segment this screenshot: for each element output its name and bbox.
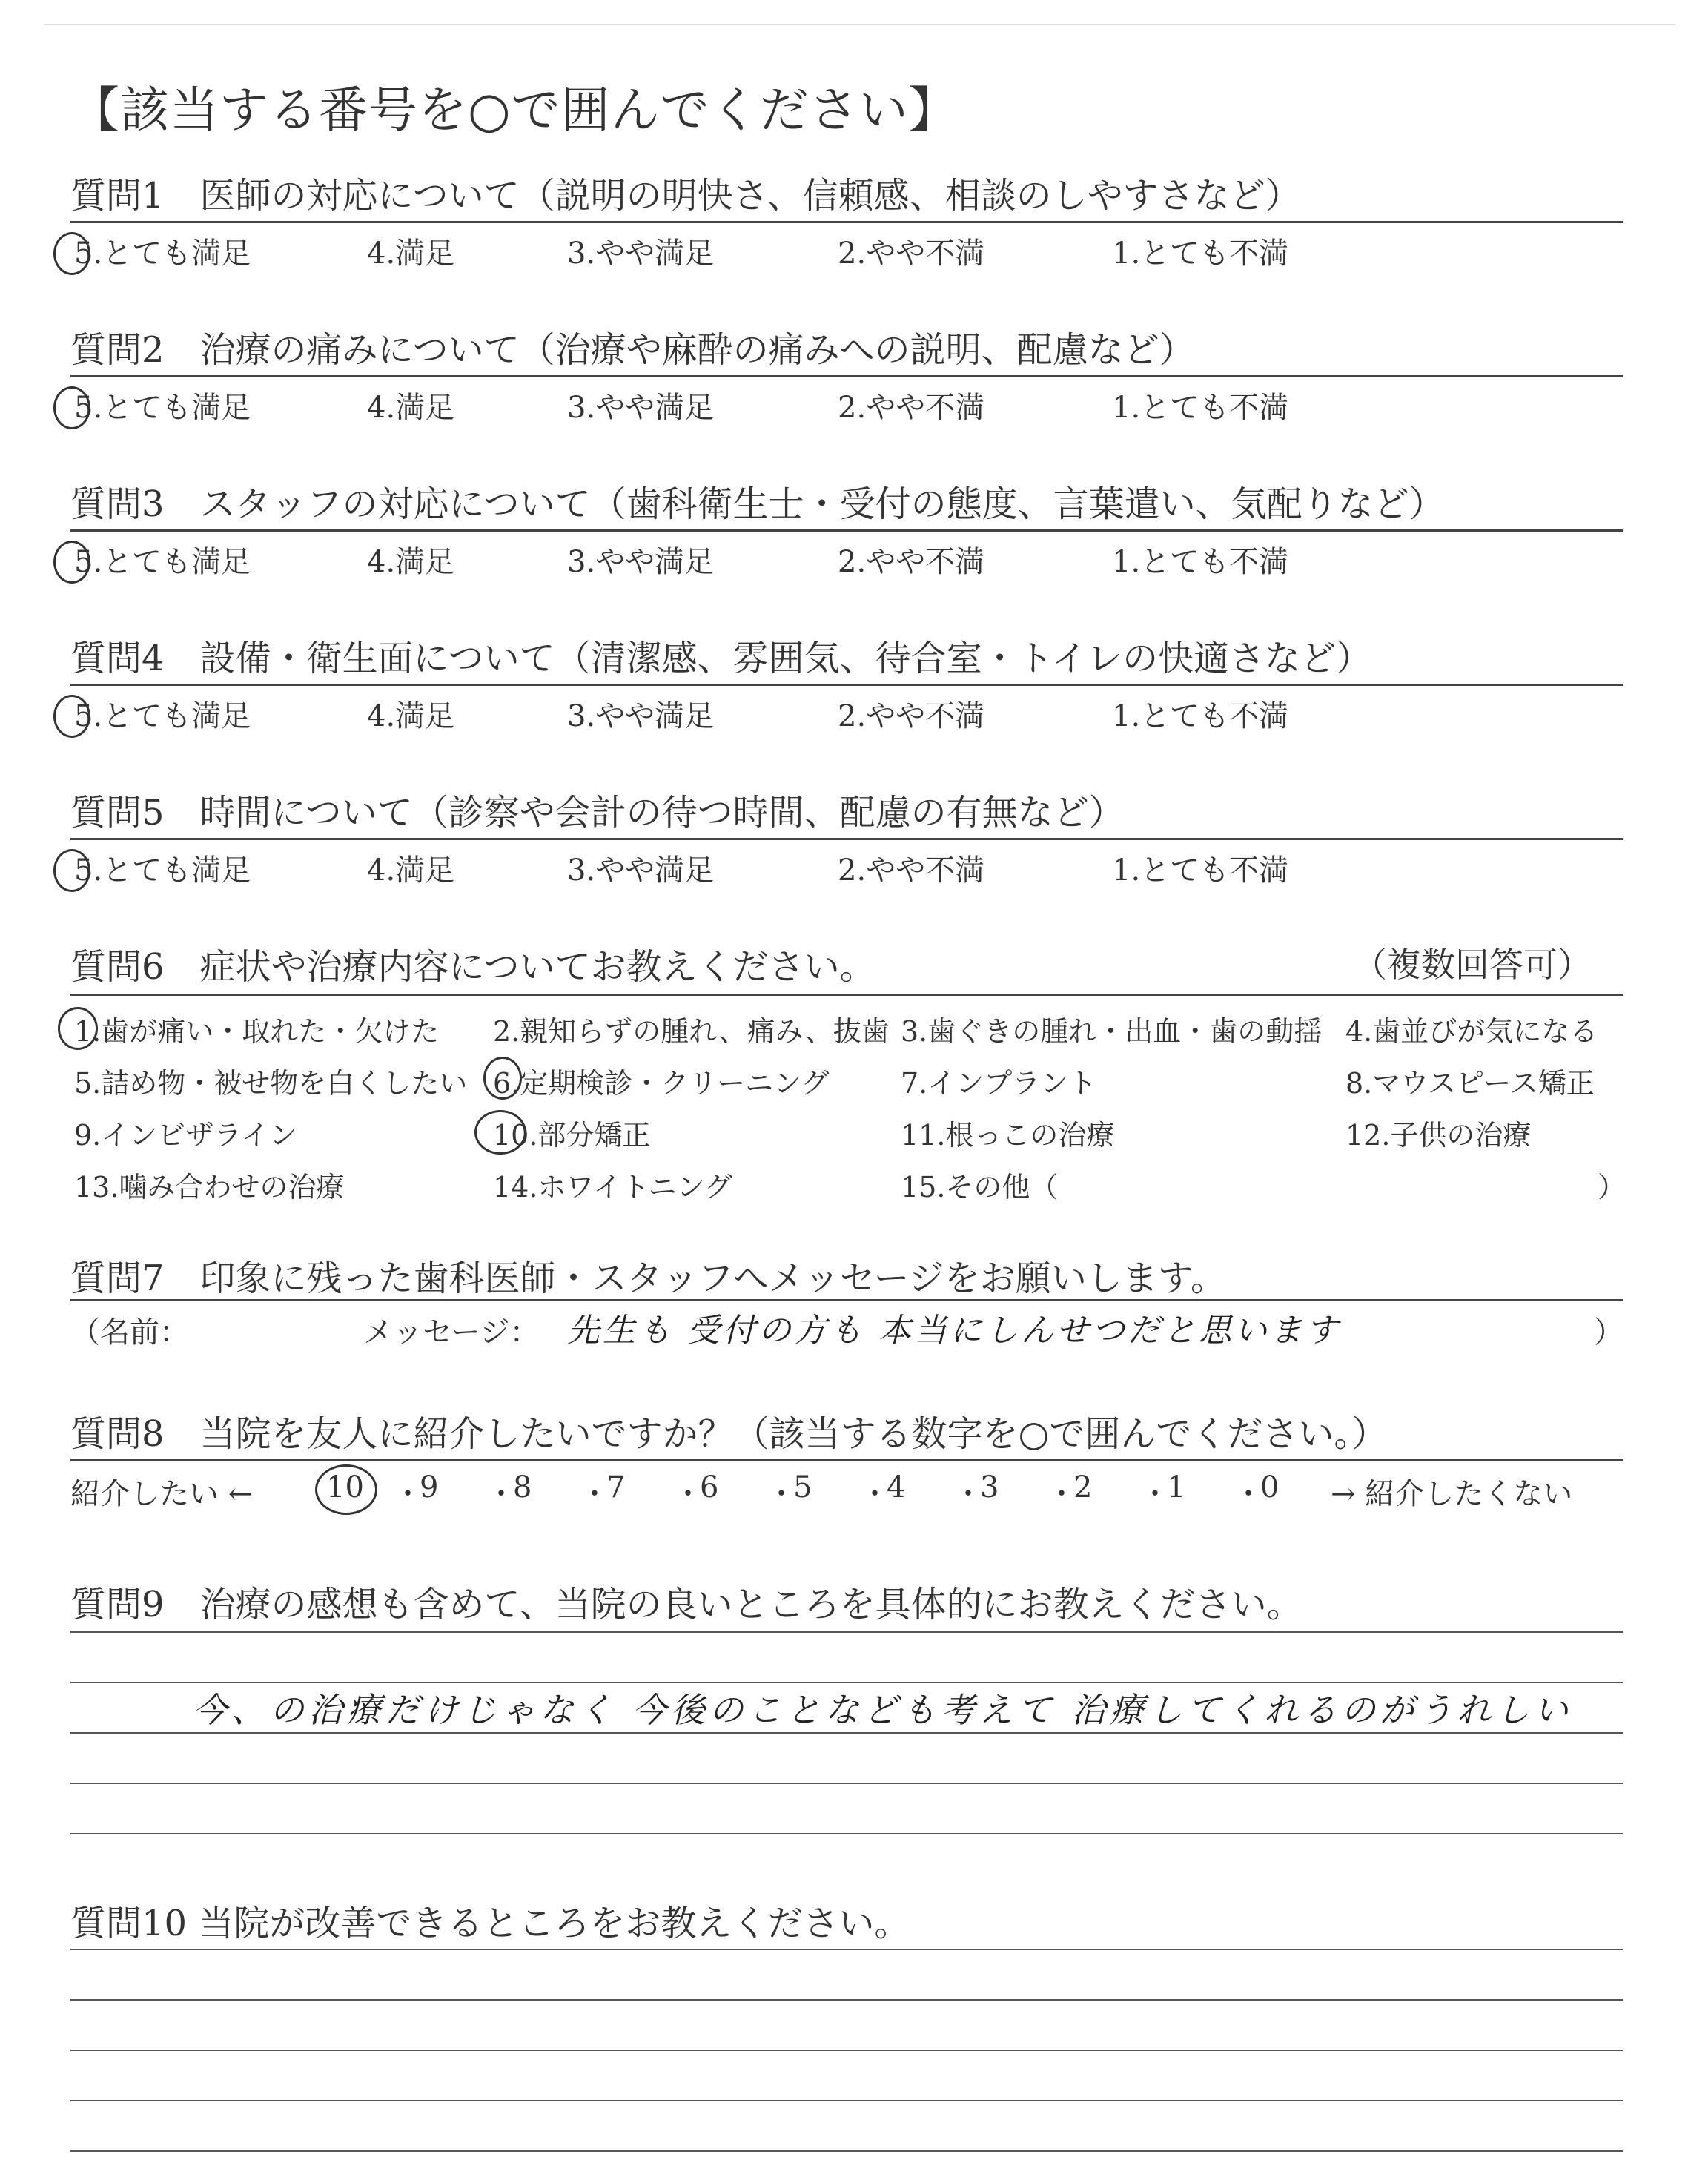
q8-rule <box>70 1459 1623 1461</box>
q6-item-1[interactable]: 1.歯が痛い・取れた・欠けた <box>74 1015 440 1048</box>
q5-option-4[interactable]: 4.満足 <box>367 853 455 888</box>
q8-scale-6[interactable]: 6 <box>700 1470 719 1505</box>
q2-selection-circle <box>53 386 90 429</box>
q1-title: 質問1 医師の対応について（説明の明快さ、信頼感、相談のしやすさなど） <box>70 175 1301 217</box>
q8-scale-8[interactable]: 8 <box>513 1470 532 1505</box>
q8-scale-0[interactable]: 0 <box>1260 1470 1280 1505</box>
q10-line-4 <box>70 2100 1623 2101</box>
q5-option-1[interactable]: 1.とても不満 <box>1112 853 1289 888</box>
q8-selection-circle <box>315 1464 377 1515</box>
q9-title: 質問9 治療の感想も含めて、当院の良いところを具体的にお教えください。 <box>70 1584 1302 1625</box>
q1-option-1[interactable]: 1.とても不満 <box>1112 237 1289 271</box>
q3-selection-circle <box>53 541 90 584</box>
q6-note: （複数回答可） <box>1353 945 1592 985</box>
q6-selection-circle <box>58 1007 98 1050</box>
form-heading: 【該当する番号を○で囲んでください】 <box>70 82 959 139</box>
q6-selection-circle <box>474 1110 526 1155</box>
q8-scale-separator: ・ <box>580 1477 609 1511</box>
q4-rule <box>70 684 1623 686</box>
q4-option-2[interactable]: 2.やや不満 <box>838 699 985 733</box>
q6-title: 質問6 症状や治療内容についてお教えください。 <box>70 946 875 988</box>
q8-scale-separator: ・ <box>1140 1477 1170 1511</box>
q3-option-5[interactable]: 5.とても満足 <box>74 545 251 579</box>
q8-scale-9[interactable]: 9 <box>420 1470 439 1505</box>
q8-scale-separator: ・ <box>1234 1477 1263 1511</box>
q9-line-4 <box>70 1783 1623 1784</box>
q8-scale-separator: ・ <box>393 1477 423 1511</box>
q6-rule <box>70 994 1623 996</box>
q3-option-1[interactable]: 1.とても不満 <box>1112 545 1289 579</box>
q10-line-2 <box>70 1999 1623 2001</box>
q8-right-label: → 紹介したくない <box>1331 1477 1573 1511</box>
q2-option-4[interactable]: 4.満足 <box>367 391 455 425</box>
q8-scale-10[interactable]: 10 <box>326 1470 364 1505</box>
q2-option-5[interactable]: 5.とても満足 <box>74 391 251 425</box>
q1-selection-circle <box>53 232 90 275</box>
q6-item-6[interactable]: 6.定期検診・クリーニング <box>493 1067 830 1100</box>
q7-title: 質問7 印象に残った歯科医師・スタッフへメッセージをお願いします。 <box>70 1258 1226 1299</box>
q6-item-9[interactable]: 9.インビザライン <box>74 1119 298 1152</box>
q7-name-label: （名前： <box>70 1315 189 1350</box>
q8-scale-separator: ・ <box>673 1477 703 1511</box>
q6-item-16[interactable]: ） <box>1598 1171 1626 1203</box>
q2-rule <box>70 375 1623 377</box>
q9-line-5 <box>70 1833 1623 1834</box>
q6-item-2[interactable]: 2.親知らずの腫れ、痛み、抜歯 <box>493 1015 890 1048</box>
q6-item-3[interactable]: 3.歯ぐきの腫れ・出血・歯の動揺 <box>901 1015 1323 1048</box>
q6-item-15[interactable]: 15.その他（ <box>901 1171 1059 1203</box>
q5-option-5[interactable]: 5.とても満足 <box>74 853 251 888</box>
q9-line-3 <box>70 1732 1623 1734</box>
q6-item-12[interactable]: 12.子供の治療 <box>1345 1119 1532 1152</box>
scan-edge <box>44 24 1675 25</box>
q4-option-3[interactable]: 3.やや満足 <box>567 699 715 733</box>
q9-line-1 <box>70 1631 1623 1633</box>
q3-option-3[interactable]: 3.やや満足 <box>567 545 715 579</box>
q10-line-5 <box>70 2150 1623 2152</box>
q1-option-3[interactable]: 3.やや満足 <box>567 237 715 271</box>
q2-option-2[interactable]: 2.やや不満 <box>838 391 985 425</box>
q3-option-4[interactable]: 4.満足 <box>367 545 455 579</box>
q5-title: 質問5 時間について（診察や会計の待つ時間、配慮の有無など） <box>70 792 1125 833</box>
q8-scale-separator: ・ <box>1047 1477 1076 1511</box>
q6-item-14[interactable]: 14.ホワイトニング <box>493 1171 733 1203</box>
q6-item-7[interactable]: 7.インプラント <box>901 1067 1097 1100</box>
q1-option-4[interactable]: 4.満足 <box>367 237 455 271</box>
q8-scale-separator: ・ <box>953 1477 983 1511</box>
q8-scale-4[interactable]: 4 <box>887 1470 906 1505</box>
q8-scale-2[interactable]: 2 <box>1073 1470 1093 1505</box>
q1-rule <box>70 221 1623 223</box>
q8-scale-separator: ・ <box>767 1477 796 1511</box>
q6-item-8[interactable]: 8.マウスピース矯正 <box>1345 1067 1595 1100</box>
q1-option-5[interactable]: 5.とても満足 <box>74 237 251 271</box>
q5-selection-circle <box>53 849 90 892</box>
q8-left-label: 紹介したい ← <box>70 1477 254 1511</box>
q10-title: 質問10 当院が改善できるところをお教えください。 <box>70 1903 910 1944</box>
q6-selection-circle <box>483 1057 522 1100</box>
q2-title: 質問2 治療の痛みについて（治療や麻酔の痛みへの説明、配慮など） <box>70 329 1195 371</box>
q8-scale-5[interactable]: 5 <box>793 1470 812 1505</box>
q4-option-4[interactable]: 4.満足 <box>367 699 455 733</box>
q4-option-1[interactable]: 1.とても不満 <box>1112 699 1289 733</box>
q8-scale-1[interactable]: 1 <box>1167 1470 1186 1505</box>
q6-item-5[interactable]: 5.詰め物・被せ物を白くしたい <box>74 1067 468 1100</box>
q10-line-1 <box>70 1949 1623 1950</box>
q6-item-13[interactable]: 13.噛み合わせの治療 <box>74 1171 345 1203</box>
q8-scale-3[interactable]: 3 <box>980 1470 999 1505</box>
q4-option-5[interactable]: 5.とても満足 <box>74 699 251 733</box>
q6-item-4[interactable]: 4.歯並びが気になる <box>1345 1015 1598 1048</box>
q6-item-11[interactable]: 11.根っこの治療 <box>901 1119 1115 1152</box>
q8-scale-7[interactable]: 7 <box>606 1470 626 1505</box>
q8-scale-separator: ・ <box>486 1477 516 1511</box>
q8-title: 質問8 当院を友人に紹介したいですか？（該当する数字を○で囲んでください。） <box>70 1413 1388 1455</box>
q5-option-2[interactable]: 2.やや不満 <box>838 853 985 888</box>
q3-option-2[interactable]: 2.やや不満 <box>838 545 985 579</box>
q7-close-paren: ） <box>1594 1315 1623 1350</box>
q7-rule <box>70 1299 1623 1301</box>
q8-scale-separator: ・ <box>860 1477 890 1511</box>
q7-message-label: メッセージ： <box>363 1315 540 1350</box>
q9-handwritten-answer[interactable]: 今、の治療だけじゃなく 今後のことなども考えて 治療してくれるのがうれしい <box>193 1690 1573 1730</box>
q4-title: 質問4 設備・衛生面について（清潔感、雰囲気、待合室・トイレの快適さなど） <box>70 638 1372 679</box>
q5-option-3[interactable]: 3.やや満足 <box>567 853 715 888</box>
q7-handwritten-message[interactable]: 先生も 受付の方も 本当にしんせつだと思います <box>567 1312 1341 1350</box>
q5-rule <box>70 838 1623 840</box>
q3-rule <box>70 529 1623 532</box>
q1-option-2[interactable]: 2.やや不満 <box>838 237 985 271</box>
q2-option-1[interactable]: 1.とても不満 <box>1112 391 1289 425</box>
q2-option-3[interactable]: 3.やや満足 <box>567 391 715 425</box>
q10-line-3 <box>70 2050 1623 2051</box>
q4-selection-circle <box>53 695 90 738</box>
q6-item-10[interactable]: 10.部分矯正 <box>493 1119 651 1152</box>
q3-title: 質問3 スタッフの対応について（歯科衛生士・受付の態度、言葉遣い、気配りなど） <box>70 483 1445 525</box>
